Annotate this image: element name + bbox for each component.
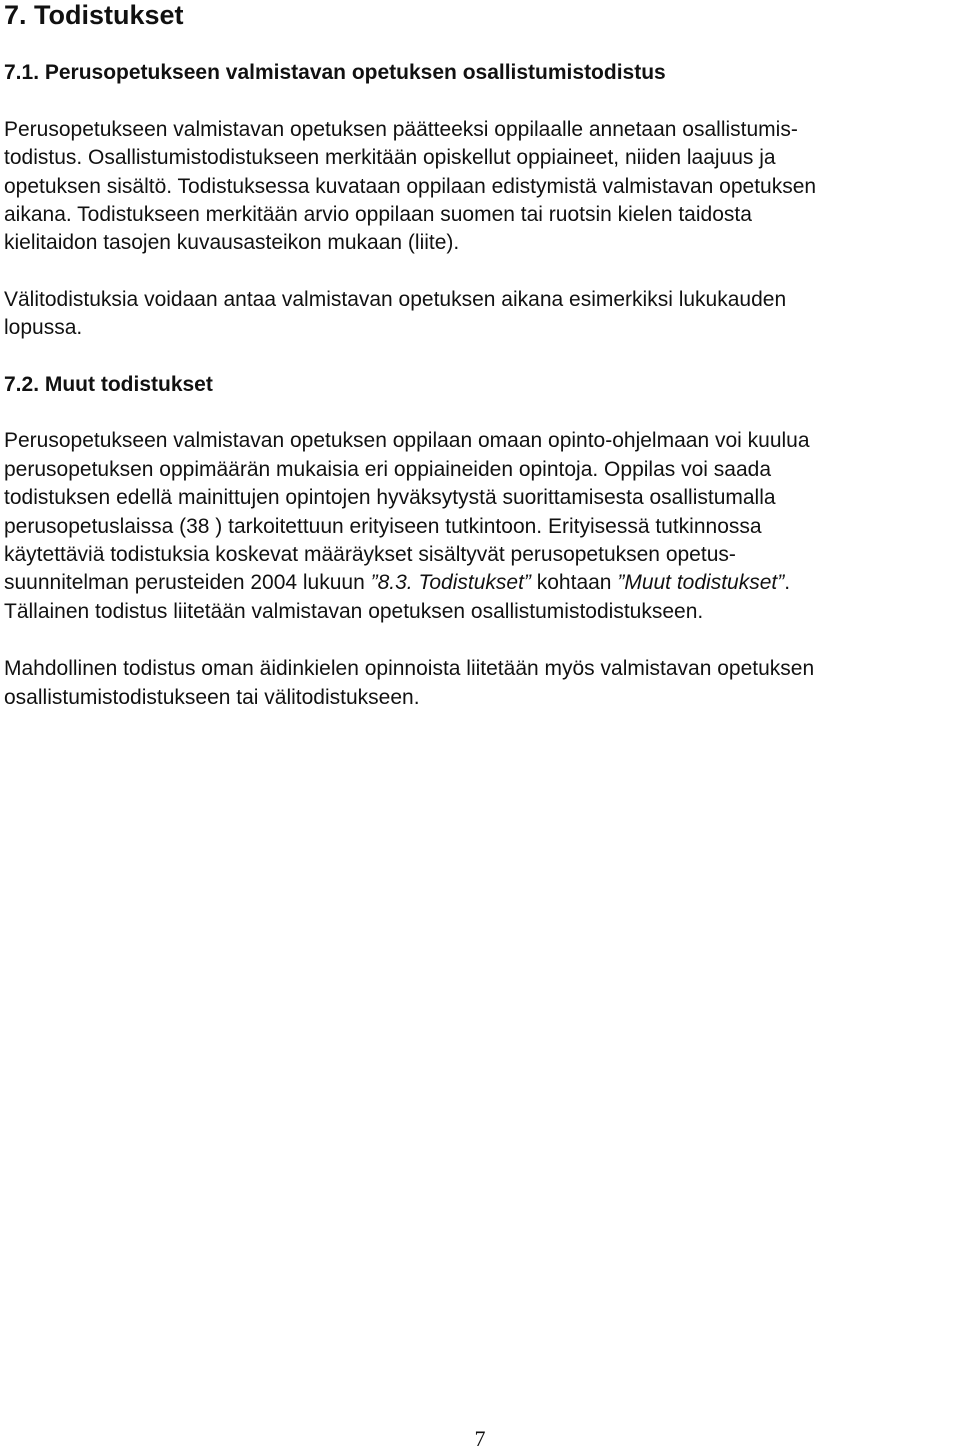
section-7-1-title: 7.1. Perusopetukseen valmistavan opetuksen osallistumistodistus [4, 61, 666, 84]
paragraph-line: aikana. Todistukseen merkitään arvio oppilaan suomen tai ruotsin kielen taidosta [4, 203, 752, 226]
reference-section: ”8.3. Todistukset” [370, 571, 531, 594]
chapter-heading: 7. Todistukset [4, 0, 184, 30]
paragraph-line: kielitaidon tasojen kuvausasteikon mukaan (liite). [4, 231, 460, 254]
paragraph-line: todistus. Osallistumistodistukseen merkitään opiskellut oppiaineet, niiden laajuus ja [4, 146, 776, 169]
paragraph-line: perusopetuslaissa (38 ) tarkoitettuun erityiseen tutkintoon. Erityisessä tutkinnossa [4, 515, 762, 538]
paragraph-line: Välitodistuksia voidaan antaa valmistavan opetuksen aikana esimerkiksi lukukauden [4, 288, 787, 311]
reference-item: ”Muut todistukset” [617, 571, 785, 594]
line-suffix: . [784, 571, 791, 594]
page-number: 7 [474, 1426, 486, 1451]
section-7-2-title: 7.2. Muut todistukset [4, 373, 213, 396]
paragraph-line: lopussa. [4, 316, 83, 339]
paragraph-line: osallistumistodistukseen tai välitodistukseen. [4, 686, 420, 709]
paragraph-line: käytettäviä todistuksia koskevat määräykset sisältyvät perusopetuksen opetus- [4, 543, 736, 566]
line-middle: kohtaan [530, 571, 618, 594]
line-prefix: suunnitelman perusteiden 2004 lukuun [4, 571, 371, 594]
paragraph-line: Perusopetukseen valmistavan opetuksen päätteeksi oppilaalle annetaan osallistumis- [4, 118, 798, 141]
paragraph-line: opetuksen sisältö. Todistuksessa kuvataan oppilaan edistymistä valmistavan opetuksen [4, 175, 817, 198]
paragraph-line: Tällainen todistus liitetään valmistavan opetuksen osallistumistodistukseen. [4, 600, 704, 623]
paragraph-line: Mahdollinen todistus oman äidinkielen opinnoista liitetään myös valmistavan opetuksen [4, 657, 815, 680]
paragraph-line: todistuksen edellä mainittujen opintojen hyväksytystä suorittamisesta osallistumalla [4, 486, 776, 509]
paragraph-line: perusopetuksen oppimäärän mukaisia eri oppiaineiden opintoja. Oppilas voi saada [4, 458, 771, 481]
paragraph-line-with-reference [4, 569, 790, 597]
paragraph-line: Perusopetukseen valmistavan opetuksen oppilaan omaan opinto-ohjelmaan voi kuulua [4, 429, 810, 452]
